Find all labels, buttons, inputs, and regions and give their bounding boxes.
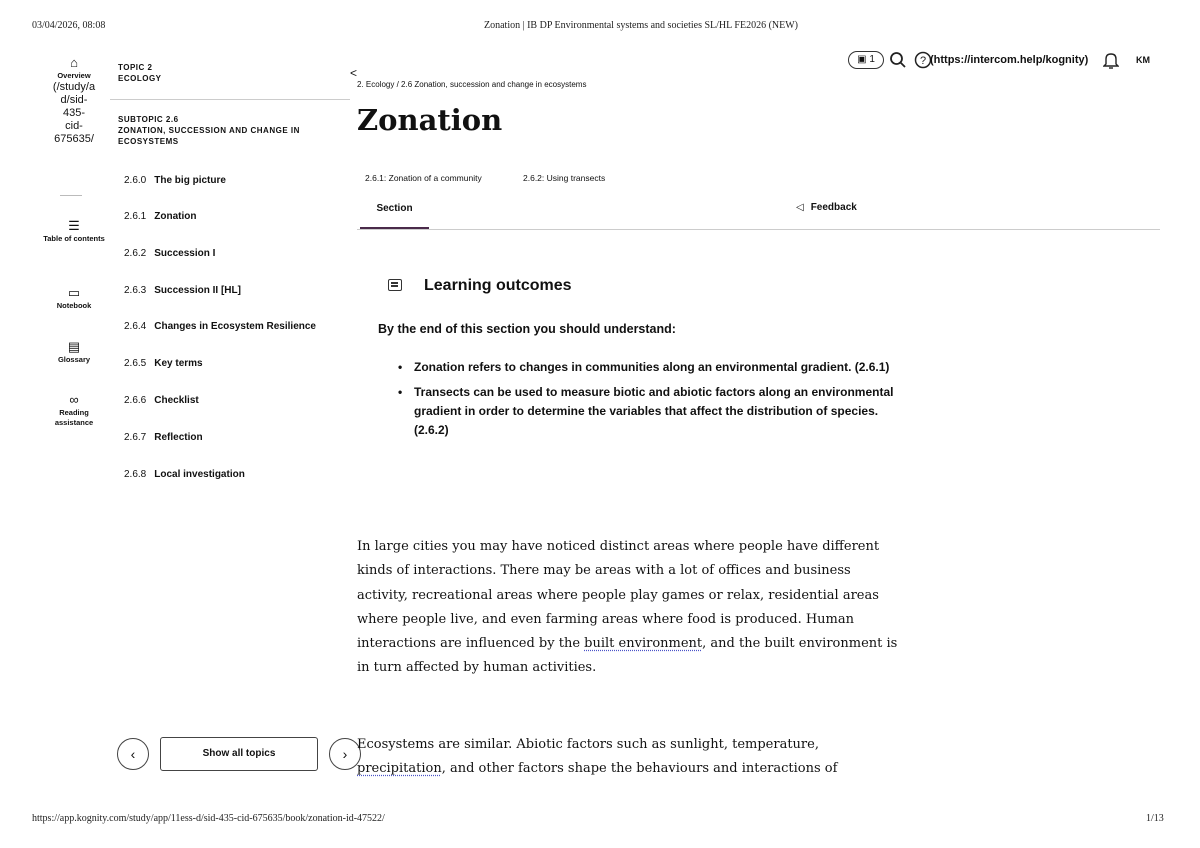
toc-item-succession-1[interactable]: 2.6.2 Succession I [124, 248, 216, 259]
help-link[interactable]: (https://intercom.help/kognity) [930, 54, 1089, 66]
learning-outcomes-heading: Learning outcomes [424, 277, 572, 294]
chevron-left-icon: ‹ [130, 746, 136, 762]
body-paragraph-1: In large cities you may have noticed distinct areas where people have different kinds of interactions. There may be areas with a lot of offices and business activity, recreational areas where people play games or relax, residential areas where people live, and even farming areas where food is produced. Human interactions are influenced by the built environment, and the built environment is in turn affected by human activities. [357, 539, 898, 676]
toc-item-reflection[interactable]: 2.6.7 Reflection [124, 432, 203, 443]
print-datetime: 03/04/2026, 08:08 [32, 20, 106, 31]
rail-glossary-label: Glossary [57, 355, 91, 364]
rail-divider [60, 195, 82, 196]
subsection-link-2-6-1[interactable]: 2.6.1: Zonation of a community [365, 173, 482, 183]
tab-section[interactable]: Section [360, 202, 429, 230]
glossary-term-precipitation[interactable]: precipitation [357, 761, 442, 777]
chevron-right-icon: › [342, 746, 348, 762]
tab-divider [357, 229, 1160, 230]
svg-text:?: ? [919, 55, 927, 67]
megaphone-icon: ◁ [796, 202, 804, 213]
glossary-term-built-environment[interactable]: built environment [584, 636, 703, 652]
rail-notebook[interactable] [40, 285, 108, 311]
toc-item-succession-2[interactable]: 2.6.3 Succession II [HL] [124, 285, 241, 296]
collapse-sidebar-button[interactable]: < [350, 66, 358, 80]
rail-reading-assistance[interactable] [40, 392, 108, 428]
book-icon: ▤ [67, 339, 81, 354]
bell-icon[interactable] [1103, 51, 1119, 69]
toc-item-checklist[interactable]: 2.6.6 Checklist [124, 395, 199, 406]
toc-item-key-terms[interactable]: 2.6.5 Key terms [124, 358, 203, 369]
list-icon [388, 279, 402, 291]
rail-overview[interactable] [40, 55, 108, 146]
search-icon[interactable] [889, 51, 907, 69]
toc-item-big-picture[interactable]: 2.6.0 The big picture [124, 175, 226, 186]
notebook-counter-button[interactable] [848, 51, 884, 69]
topic-label[interactable]: TOPIC 2 ECOLOGY [118, 63, 162, 83]
rail-notebook-label: Notebook [56, 301, 92, 310]
clipboard-icon: ▣ [857, 54, 867, 65]
list-icon: ☰ [68, 218, 80, 233]
rail-table-of-contents[interactable] [40, 218, 108, 244]
show-all-topics-button[interactable]: Show all topics [160, 737, 318, 771]
glasses-icon: ∞ [69, 392, 79, 407]
rail-overview-link[interactable]: (/study/a d/sid- 435- cid- 675635/ [52, 81, 96, 145]
learning-outcomes-intro: By the end of this section you should understand: [378, 322, 676, 336]
list-item: • Transects can be used to measure biotic and abiotic factors along an environmental gradient in order to determine the variables that affect the distribution of species. (2.6.2) [396, 383, 896, 440]
sidebar-divider [110, 99, 350, 100]
subtopic-label[interactable]: SUBTOPIC 2.6 ZONATION, SUCCESSION AND CHANGE IN ECOSYSTEMS [118, 115, 300, 146]
rail-glossary[interactable] [40, 339, 108, 365]
rail-reading-label: Reading assistance [54, 408, 94, 427]
rail-toc-label: Table of contents [43, 234, 105, 243]
subsection-link-2-6-2[interactable]: 2.6.2: Using transects [523, 173, 606, 183]
home-icon: ⌂ [70, 55, 78, 70]
print-doc-title: Zonation | IB DP Environmental systems and societies SL/HL FE2026 (NEW) [484, 20, 798, 31]
breadcrumb[interactable]: 2. Ecology / 2.6 Zonation, succession and change in ecosystems [357, 80, 587, 89]
print-page-number: 1/13 [1146, 813, 1164, 824]
toc-item-zonation[interactable]: 2.6.1 Zonation [124, 211, 197, 222]
learning-outcomes-list [396, 358, 896, 446]
rail-overview-label: Overview [57, 71, 91, 80]
feedback-label: Feedback [810, 202, 857, 213]
list-item: • Zonation refers to changes in communities along an environmental gradient. (2.6.1) [396, 358, 896, 377]
print-url: https://app.kognity.com/study/app/11ess-d/sid-435-cid-675635/book/zonation-id-47522/ [32, 813, 385, 824]
previous-button[interactable] [117, 738, 149, 770]
toc-item-local-investigation[interactable]: 2.6.8 Local investigation [124, 469, 245, 480]
notebook-icon: ▭ [67, 285, 81, 300]
page-title: Zonation [357, 103, 503, 137]
body-paragraph-2: Ecosystems are similar. Abiotic factors such as sunlight, temperature, precipitation, and other factors shape the behaviours and interactions of [357, 737, 838, 777]
notebook-count: 1 [869, 54, 875, 65]
feedback-button[interactable] [796, 202, 857, 213]
user-avatar[interactable]: KM [1136, 55, 1150, 65]
toc-item-resilience[interactable]: 2.6.4 Changes in Ecosystem Resilience [124, 321, 316, 332]
